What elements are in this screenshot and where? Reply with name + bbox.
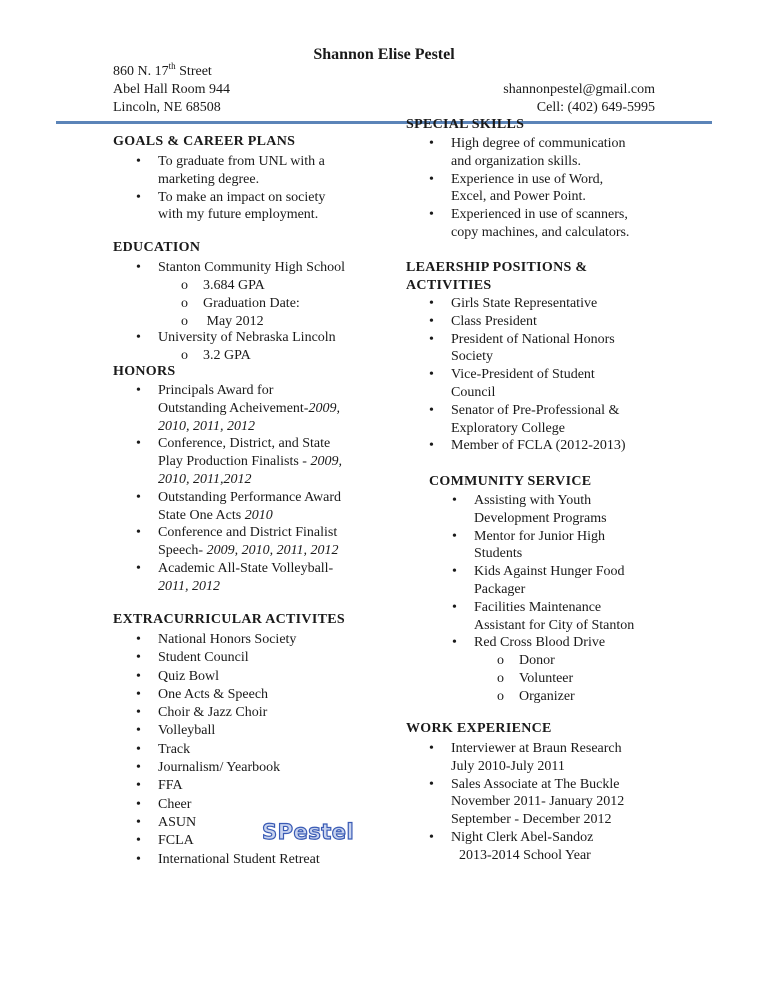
list-item: • Quiz Bowl	[136, 668, 220, 684]
list-item: • FCLA	[136, 833, 194, 849]
list-item: • Red Cross Blood Drive	[452, 635, 606, 651]
sub-list-item: o May 2012	[181, 313, 264, 329]
honors-heading: HONORS	[113, 364, 176, 379]
list-item: • Senator of Pre-Professional & Exploratory College	[429, 402, 620, 436]
list-item: • Kids Against Hunger Food Packager	[452, 564, 625, 597]
list-item: • To graduate from UNL with a marketing degree.	[136, 154, 325, 187]
list-item: • Interviewer at Braun Research July 2010-July 2011	[429, 741, 622, 774]
phone: Cell: (402) 649-5995	[536, 100, 655, 115]
education-sublist	[181, 277, 300, 330]
skills-heading: SPECIAL SKILLS	[406, 117, 525, 132]
header-divider	[56, 121, 712, 124]
list-item: • Class President	[429, 313, 537, 329]
list-item: • Member of FCLA (2012-2013)	[429, 438, 626, 454]
list-item: • Academic All-State Volleyball- 2011, 2012	[136, 560, 334, 594]
skills-list	[429, 135, 630, 242]
goals-heading: GOALS & CAREER PLANS	[113, 134, 296, 149]
list-item: • Assisting with Youth Development Programs	[452, 493, 607, 526]
list-item: • National Honors Society	[136, 632, 297, 647]
list-item: • Track	[136, 741, 191, 757]
resume-name: Shannon Elise Pestel	[313, 46, 455, 63]
community-list	[452, 492, 635, 652]
list-item: • Vice-President of Student Council	[429, 367, 595, 400]
list-item: • Student Council	[136, 650, 249, 666]
education-heading: EDUCATION	[113, 240, 201, 255]
email: shannonpestel@gmail.com	[503, 82, 655, 97]
list-item: • Choir & Jazz Choir	[136, 705, 268, 721]
list-item: • Girls State Representative	[429, 296, 598, 311]
list-item: • High degree of communication and organization skills.	[429, 136, 626, 169]
list-item: • Journalism/ Yearbook	[136, 760, 281, 776]
list-item: • Mentor for Junior High Students	[452, 528, 606, 562]
sub-list-item: o Graduation Date:	[181, 295, 300, 311]
list-item: • One Acts & Speech	[136, 686, 269, 702]
address-line-2: Abel Hall Room 944	[113, 82, 231, 97]
list-item: • Sales Associate at The Buckle November 2011- January 2012 September - December 2012	[429, 776, 625, 828]
list-item: • Outstanding Performance Award State One Acts 2010	[136, 489, 341, 523]
leadership-list	[429, 295, 626, 455]
list-item: • Experienced in use of scanners, copy machines, and calculators.	[429, 207, 630, 240]
address-line-1: 860 N. 17th Street	[113, 61, 212, 79]
sub-list-item: o 3.2 GPA	[181, 348, 251, 363]
list-item: • Cheer	[136, 796, 192, 812]
list-item: • President of National Honors Society	[429, 331, 615, 365]
list-item: • Night Clerk Abel-Sandoz 2013-2014 School Year	[429, 829, 594, 863]
sub-list-item: o 3.684 GPA	[181, 278, 265, 293]
list-item: • Stanton Community High School	[136, 260, 346, 275]
list-item: • Conference and District Finalist Speech- 2009, 2010, 2011, 2012	[136, 525, 339, 559]
work-heading: WORK EXPERIENCE	[406, 721, 552, 736]
list-item: • ASUN	[136, 814, 197, 830]
education-sublist-2	[181, 347, 251, 365]
list-item: • Principals Award for Outstanding Acheivement-2009, 2010, 2011, 2012	[136, 383, 340, 434]
sub-list-item: o Volunteer	[497, 670, 574, 686]
education-list	[136, 259, 346, 277]
list-item: • Volleyball	[136, 723, 216, 739]
goals-list	[136, 153, 326, 224]
education-list-2	[136, 329, 336, 347]
sub-list-item: o Donor	[497, 653, 555, 668]
list-item: • Conference, District, and State Play Production Finalists - 2009, 2010, 2011,2012	[136, 436, 342, 487]
list-item: • To make an impact on society with my future employment.	[136, 189, 326, 223]
community-heading: COMMUNITY SERVICE	[429, 474, 592, 489]
address-line-3: Lincoln, NE 68508	[113, 100, 221, 115]
list-item: • International Student Retreat	[136, 851, 320, 867]
leadership-heading: LEAERSHIP POSITIONS & ACTIVITIES	[406, 260, 588, 293]
blood-drive-sublist	[497, 652, 575, 705]
extracurricular-heading: EXTRACURRICULAR ACTIVITES	[113, 612, 345, 627]
list-item: • Facilities Maintenance Assistant for City of Stanton	[452, 599, 635, 633]
list-item: • FFA	[136, 778, 183, 794]
work-list	[429, 740, 625, 865]
list-item: • University of Nebraska Lincoln	[136, 330, 336, 345]
list-item: • Experience in use of Word, Excel, and Power Point.	[429, 171, 604, 205]
sub-list-item: o Organizer	[497, 688, 575, 704]
honors-list	[136, 382, 342, 596]
spestel-logo: SPestel	[262, 820, 355, 844]
